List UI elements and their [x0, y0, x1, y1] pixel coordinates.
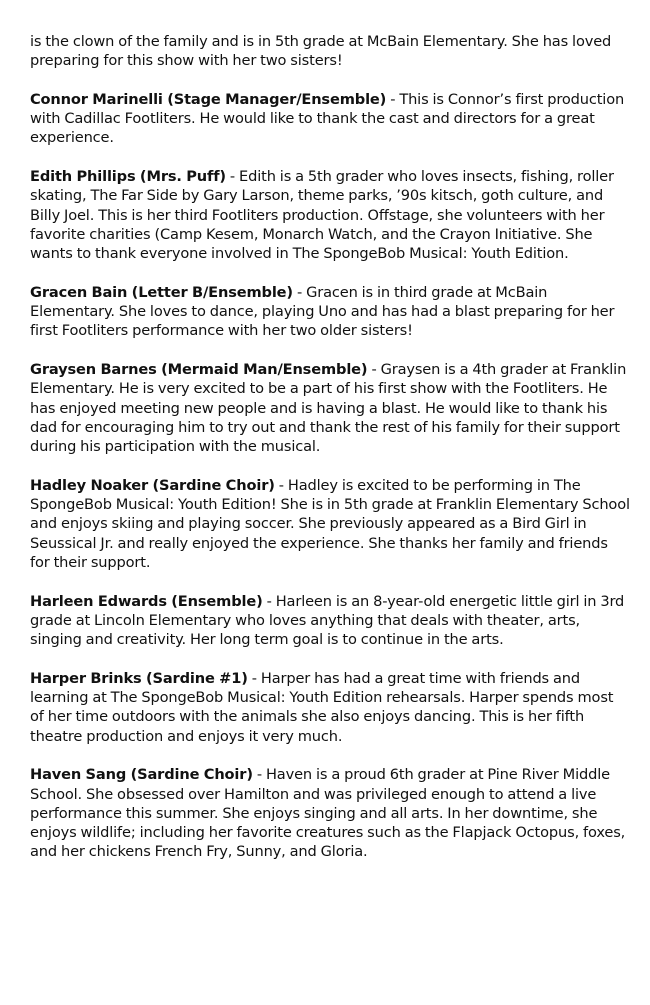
bio-text: Edith is a 5th grader who loves insects, fishing, roller skating, The Far Side by Gary Larson, theme parks, ’90s kitsch, goth culture, and Billy Joel. This is her third Footliters production. Offstage, she volunteers with her favorite charities (Camp Kesem, Monarch Watch, and the Crayon Initiative. She wants to thank everyone involved in The SpongeBob Musical: Youth Edition. [30, 168, 614, 263]
bio-harleen-edwards [30, 592, 630, 650]
bio-graysen-barnes [30, 360, 630, 456]
cast-name: Hadley Noaker (Sardine Choir) [30, 476, 275, 494]
bio-gracen-bain [30, 283, 630, 341]
cast-name: Graysen Barnes (Mermaid Man/Ensemble) [30, 361, 368, 379]
separator: - [252, 766, 266, 784]
bio-text: This is Connor’s first production with Cadillac Footliters. He would like to thank the cast and directors for a great experience. [30, 90, 625, 147]
separator: - [367, 361, 381, 379]
bio-text: is the clown of the family and is in 5th grade at McBain Elementary. She has loved preparing for this show with her two sisters! [30, 33, 612, 70]
separator: - [262, 592, 276, 610]
cast-name: Gracen Bain (Letter B/Ensemble) [30, 283, 293, 301]
bio-continuation [30, 32, 630, 71]
bio-text: Haven is a proud 6th grader at Pine River Middle School. She obsessed over Hamilton and was privileged enough to attend a live performance this summer. She enjoys singing and all arts. In her downtime, she enjoys wildlife; including her favorite creatures such as the Flapjack Octopus, foxes, and her chickens French Fry, Sunny, and Gloria. [30, 766, 626, 861]
bio-text: Gracen is in third grade at McBain Elementary. She loves to dance, playing Uno and has had a blast preparing for her first Footliters performance with her two older sisters! [30, 283, 615, 340]
bio-edith-phillips [30, 167, 630, 263]
cast-name: Harleen Edwards (Ensemble) [30, 592, 263, 610]
bio-text: Harleen is an 8-year-old energetic little girl in 3rd grade at Lincoln Elementary who loves anything that deals with theater, arts, singing and creativity. Her long term goal is to continue in the arts. [30, 592, 625, 649]
cast-name: Haven Sang (Sardine Choir) [30, 766, 253, 784]
bio-hadley-noaker [30, 476, 630, 572]
separator: - [247, 669, 261, 687]
bio-text: Hadley is excited to be performing in The SpongeBob Musical: Youth Edition! She is in 5th grade at Franklin Elementary School and enjoys skiing and playing soccer. She previously appeared as a Bird Girl in Seussical Jr. and really enjoyed the experience. She thanks her family and friends for their support. [30, 476, 630, 572]
separator: - [386, 90, 400, 108]
bio-haven-sang [30, 765, 630, 861]
separator: - [225, 168, 240, 186]
bio-text: Graysen is a 4th grader at Franklin Elementary. He is very excited to be a part of his first show with the Footliters. He has enjoyed meeting new people and is having a blast. He would like to thank his dad for encouraging him to try out and thank the rest of his family for their support during his participation with the musical. [30, 361, 627, 456]
cast-name: Harper Brinks (Sardine #1) [30, 669, 248, 687]
cast-name: Edith Phillips (Mrs. Puff) [30, 168, 226, 186]
bio-connor-marinelli [30, 90, 630, 148]
bio-text: Harper has had a great time with friends and learning at The SpongeBob Musical: Youth Edition rehearsals. Harper spends most of her time outdoors with the animals she also enjoys dancing. This is her fifth theatre production and enjoys it very much. [30, 669, 614, 745]
separator: - [292, 283, 307, 301]
bio-harper-brinks [30, 669, 630, 746]
separator: - [274, 476, 288, 494]
cast-name: Connor Marinelli (Stage Manager/Ensemble) [30, 90, 387, 108]
